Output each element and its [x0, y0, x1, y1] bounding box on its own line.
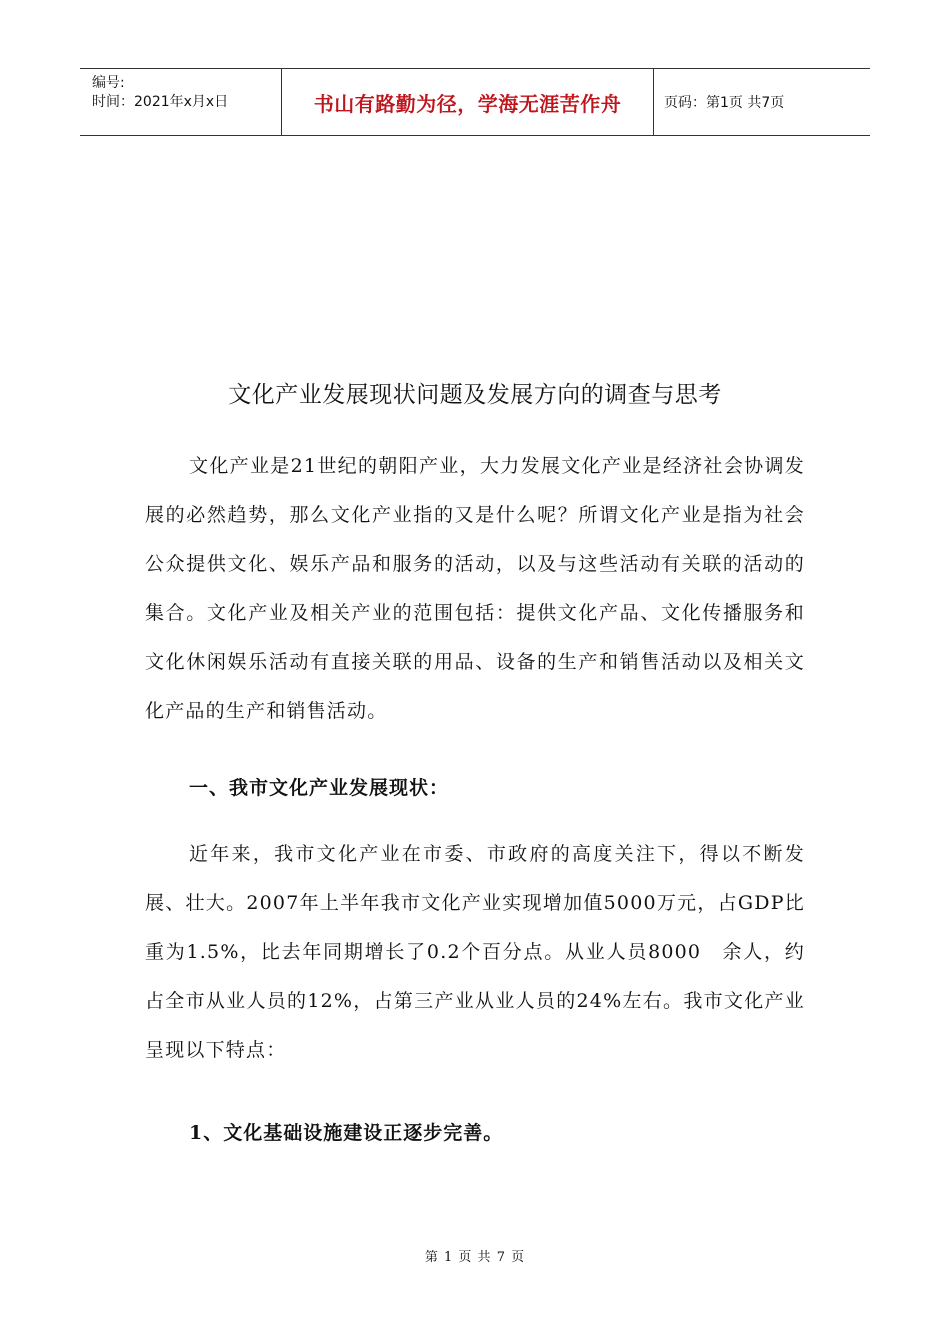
subsection-heading: 1、文化基础设施建设正逐步完善。	[189, 1122, 504, 1144]
header-page-info: 页码：第1页 共7页	[664, 95, 785, 111]
document-time-label: 时间：2021年x月x日	[92, 94, 229, 110]
section-heading: 一、我市文化产业发展现状：	[189, 777, 450, 799]
header-meta	[80, 69, 282, 135]
document-header	[80, 68, 870, 136]
document-number-label: 编号:	[92, 75, 125, 91]
header-motto: 书山有路勤为径，学海无涯苦作舟	[282, 69, 654, 135]
page-footer: 第 1 页 共 7 页	[424, 1250, 526, 1265]
section-paragraph: 近年来，我市文化产业在市委、市政府的高度关注下，得以不断发展、壮大。2007年上半年我市文化产业实现增加值5000万元，占GDP比重为1.5%，比去年同期增长了0.2个百分点。从业人员8000 余人，约占全市从业人员的12%，占第三产业从业人员的24%左右。我市文化产业呈现以下特点：	[145, 843, 805, 1061]
document-title: 文化产业发展现状问题及发展方向的调查与思考	[228, 382, 722, 408]
intro-paragraph: 文化产业是21世纪的朝阳产业，大力发展文化产业是经济社会协调发展的必然趋势，那么文化产业指的又是什么呢？所谓文化产业是指为社会公众提供文化、娱乐产品和服务的活动，以及与这些活动有关联的活动的集合。文化产业及相关产业的范围包括：提供文化产品、文化传播服务和文化休闲娱乐活动有直接关联的用品、设备的生产和销售活动以及相关文化产品的生产和销售活动。	[145, 455, 805, 722]
